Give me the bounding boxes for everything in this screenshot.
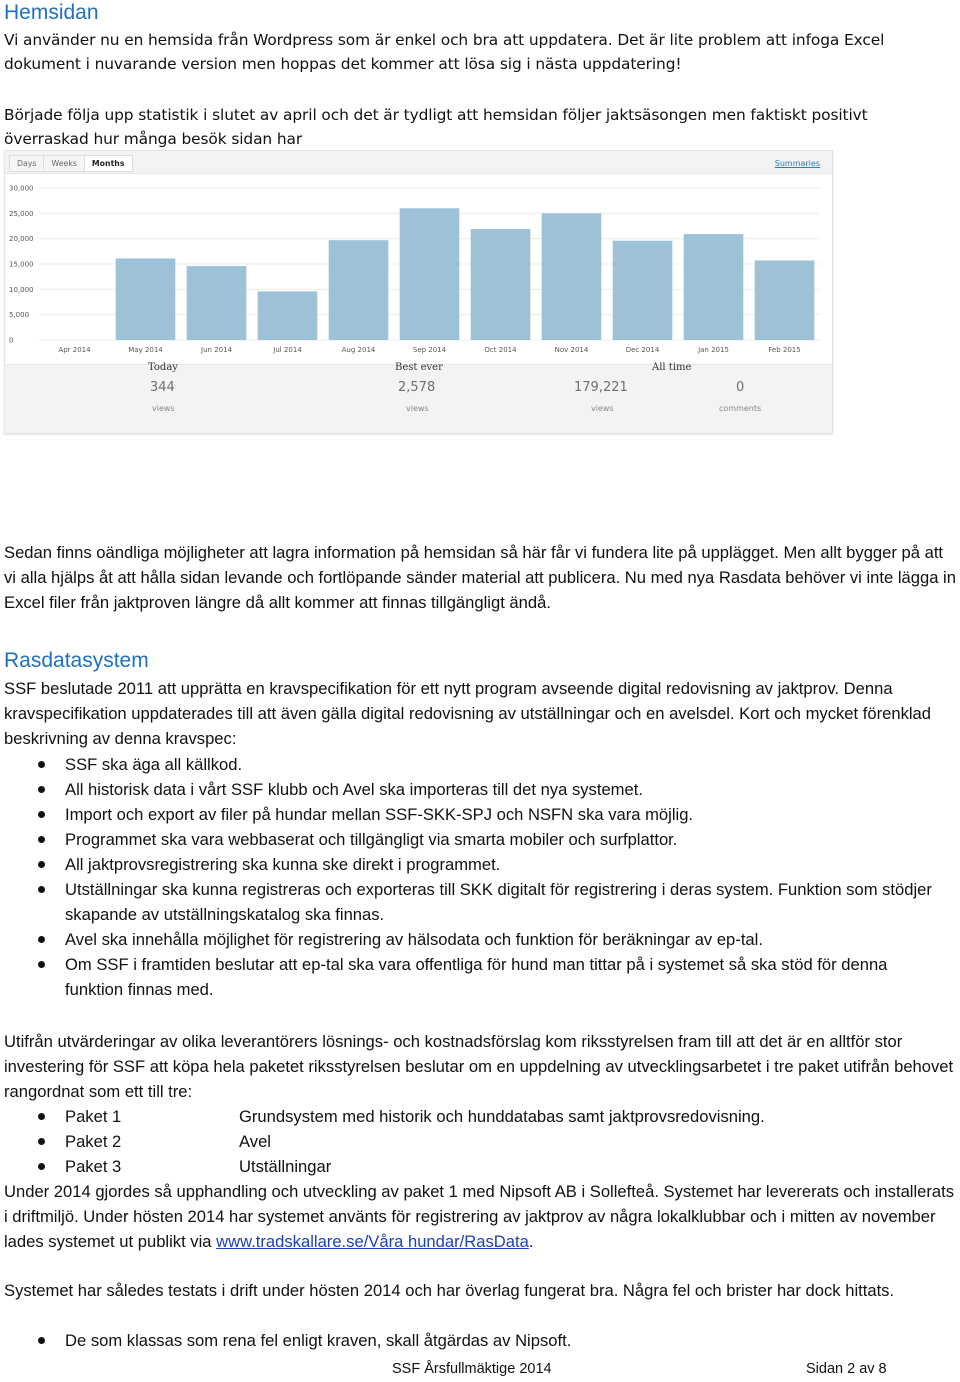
list-item xyxy=(0,752,940,777)
bullet-icon xyxy=(38,936,45,943)
list-item xyxy=(0,877,940,927)
paragraph-utvardering: Utifrån utvärderingar av olika leverantörers lösnings- och kostnadsförslag kom riksstyrelsen fram till att det är en alltför stor investering för SSF att köpa hela paketet riksstyrelsen beslutar om en uppdelning av utvecklingsarbetet i tre paket utifrån behovet rangordnat som ett till tre: xyxy=(4,1032,954,1101)
best-ever-value: 2,578 xyxy=(398,380,436,395)
bullet-icon xyxy=(38,1113,45,1120)
bullet-icon xyxy=(38,961,45,968)
package-desc: Avel xyxy=(239,1132,271,1151)
package-name: Paket 1 xyxy=(65,1107,122,1126)
tab-days[interactable]: Days xyxy=(9,155,44,172)
list-item-text: Import och export av filer på hundar mellan SSF-SKK-SPJ och NSFN ska vara möjlig. xyxy=(65,805,694,824)
paragraph-wordpress: Vi använder nu en hemsida från Wordpress som är enkel och bra att uppdatera. Det är lite problem att infoga Excel dokument i nuvarande version men hoppas det kommer att lösa sig i nästa uppdatering! xyxy=(4,31,885,73)
package-item xyxy=(0,1104,940,1129)
bullet-icon xyxy=(38,1337,45,1344)
paragraph-mojligheter: Sedan finns oändliga möjligheter att lagra information på hemsidan så här får vi fundera lite på upplägget. Men allt bygger på att vi alla hjälps åt att hålla sidan levande och fortlöpande sänder material att publicera. Nu med nya Rasdata behöver vi inte lägga in Excel filer från jaktproven längre då allt kommer att finnas tillgängligt ändå. xyxy=(4,543,956,612)
best-ever-label: Best ever xyxy=(395,362,443,373)
bullet-icon xyxy=(38,761,45,768)
x-tick-label: Jan 2015 xyxy=(698,346,729,354)
package-item xyxy=(0,1129,940,1154)
package-desc: Grundsystem med historik och hunddatabas samt jaktprovsredovisning. xyxy=(239,1107,765,1126)
y-tick-label: 20,000 xyxy=(9,235,34,244)
footer-title: SSF Årsfullmäktige 2014 xyxy=(392,1361,552,1377)
bullet-icon xyxy=(38,786,45,793)
all-time-comments-unit: comments xyxy=(719,404,762,413)
list-item xyxy=(0,777,940,802)
x-tick-label: Feb 2015 xyxy=(768,346,801,354)
rasdata-link[interactable]: www.tradskallare.se/Våra hundar/RasData xyxy=(216,1232,529,1251)
y-tick-label: 5,000 xyxy=(9,311,30,320)
x-tick-label: May 2014 xyxy=(128,346,163,354)
heading-hemsidan: Hemsidan xyxy=(4,1,99,24)
bullet-icon xyxy=(38,1163,45,1170)
heading-rasdatasystem: Rasdatasystem xyxy=(4,649,149,672)
bar[interactable] xyxy=(542,213,602,340)
x-tick-label: Jul 2014 xyxy=(273,346,302,354)
paragraph-kravspec: SSF beslutade 2011 att upprätta en kravspecifikation för ett nytt program avseende digital redovisning av jaktprov. Denna kravspecifikation uppdaterades till att även gälla digital redovisning av utställningar och en avelsdel. Kort och mycket förenklad beskrivning av denna kravspec: xyxy=(4,679,932,748)
bar[interactable] xyxy=(329,240,389,340)
package-list xyxy=(0,1104,940,1179)
today-value: 344 xyxy=(150,380,175,395)
list-item xyxy=(0,827,940,852)
list-item-text: Programmet ska vara webbaserat och tillgängligt via smarta mobiler och surfplattor. xyxy=(65,830,678,849)
paragraph-testats: Systemet har således testats i drift under hösten 2014 och har överlag fungerat bra. Några fel och brister har dock hittats. xyxy=(4,1281,895,1300)
x-tick-label: Jun 2014 xyxy=(201,346,232,354)
y-tick-label: 10,000 xyxy=(9,285,34,294)
period-tabs xyxy=(9,155,132,172)
list-item xyxy=(0,852,940,877)
list-item-text: De som klassas som rena fel enligt kraven, skall åtgärdas av Nipsoft. xyxy=(65,1331,572,1350)
upphandling-end: . xyxy=(528,1232,534,1251)
bar[interactable] xyxy=(258,291,318,340)
x-tick-label: Oct 2014 xyxy=(484,346,517,354)
list-item-text: SSF ska äga all källkod. xyxy=(65,755,243,774)
x-tick-label: Apr 2014 xyxy=(58,346,91,354)
bar[interactable] xyxy=(755,260,815,340)
package-name: Paket 3 xyxy=(65,1157,122,1176)
package-item xyxy=(0,1154,940,1179)
y-tick-label: 0 xyxy=(9,336,14,345)
tab-weeks[interactable]: Weeks xyxy=(43,155,84,172)
summaries-link[interactable]: Summaries xyxy=(774,159,820,168)
all-time-label: All time xyxy=(652,362,692,373)
paragraph-statistik: Började följa upp statistik i slutet av april och det är tydligt att hemsidan följer jaktsäsongen men faktiskt positivt överraskad hur många besök sidan har xyxy=(4,106,868,148)
list-item xyxy=(0,952,940,1002)
bullet-icon xyxy=(38,886,45,893)
bar[interactable] xyxy=(684,234,744,340)
list-item xyxy=(0,802,940,827)
list-item xyxy=(0,1328,940,1353)
stats-widget xyxy=(4,150,833,434)
bar-chart xyxy=(5,174,832,364)
bar[interactable] xyxy=(116,258,176,340)
x-tick-label: Dec 2014 xyxy=(625,346,660,354)
bar[interactable] xyxy=(471,229,531,340)
list-item xyxy=(0,927,940,952)
best-ever-unit: views xyxy=(406,404,429,413)
y-tick-label: 15,000 xyxy=(9,260,34,269)
list-item-text: All historisk data i vårt SSF klubb och Avel ska importeras till det nya systemet. xyxy=(65,780,643,799)
package-desc: Utställningar xyxy=(239,1157,332,1176)
x-tick-label: Aug 2014 xyxy=(341,346,376,354)
list-item-text: All jaktprovsregistrering ska kunna ske direkt i programmet. xyxy=(65,855,501,874)
list-item-text: Utställningar ska kunna registreras och exporteras till SKK digitalt för registrering i deras system. Funktion som stödjer skapande av utställningskatalog ska finnas. xyxy=(65,880,932,924)
bar[interactable] xyxy=(400,208,460,340)
bar[interactable] xyxy=(187,266,247,340)
x-tick-label: Nov 2014 xyxy=(554,346,589,354)
package-name: Paket 2 xyxy=(65,1132,122,1151)
today-label: Today xyxy=(148,362,178,373)
fel-list xyxy=(0,1328,940,1353)
bar[interactable] xyxy=(613,241,673,340)
x-tick-label: Sep 2014 xyxy=(412,346,447,354)
all-time-comments-value: 0 xyxy=(736,380,745,395)
views-chart xyxy=(5,173,832,365)
footer-page-number: Sidan 2 av 8 xyxy=(806,1361,887,1377)
y-tick-label: 25,000 xyxy=(9,209,34,218)
upphandling-text: Under 2014 gjordes så upphandling och utveckling av paket 1 med Nipsoft AB i Sollefteå. Systemet har levererats och installerats i driftmiljö. Under hösten 2014 har systemet använts för registrering av jaktprov av några lokalklubbar och i mitten av november lades systemet ut publikt via xyxy=(4,1182,955,1251)
bullet-icon xyxy=(38,836,45,843)
y-tick-label: 30,000 xyxy=(9,184,34,193)
kravspec-list xyxy=(0,752,940,1002)
tab-months[interactable]: Months xyxy=(84,155,133,172)
list-item-text: Om SSF i framtiden beslutar att ep-tal ska vara offentliga för hund man tittar på i systemet så ska stöd för denna funktion finnas med. xyxy=(65,955,888,999)
list-item-text: Avel ska innehålla möjlighet för registrering av hälsodata och funktion för beräkningar av ep-tal. xyxy=(65,930,763,949)
bullet-icon xyxy=(38,1138,45,1145)
paragraph-upphandling xyxy=(4,1179,958,1254)
today-unit: views xyxy=(152,404,175,413)
all-time-views-unit: views xyxy=(591,404,614,413)
all-time-views-value: 179,221 xyxy=(574,380,628,395)
bullet-icon xyxy=(38,811,45,818)
bullet-icon xyxy=(38,861,45,868)
